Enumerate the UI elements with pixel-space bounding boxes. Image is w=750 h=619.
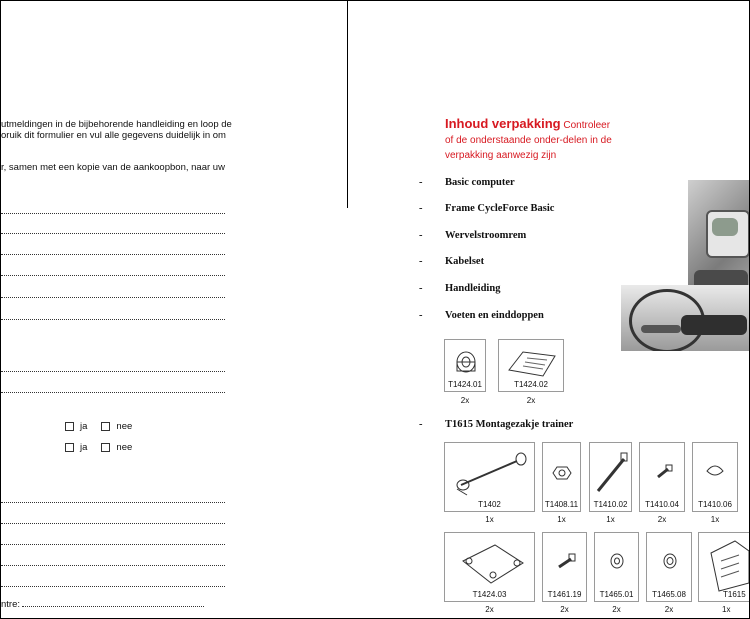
part-quantity: 1x xyxy=(710,515,720,524)
bullet: - xyxy=(419,419,423,430)
no-checkbox[interactable] xyxy=(101,443,110,452)
yes-checkbox[interactable] xyxy=(65,422,74,431)
part-box xyxy=(542,442,581,512)
trainer-photo xyxy=(621,285,750,351)
part-quantity: 1x xyxy=(557,515,566,524)
part-quantity: 2x xyxy=(664,605,674,614)
part-code: T1615 xyxy=(723,590,746,599)
form-field-line[interactable] xyxy=(1,586,225,587)
contents-item xyxy=(419,256,484,267)
part-box xyxy=(444,339,486,392)
bullet: - xyxy=(419,256,423,267)
bullet: - xyxy=(419,283,423,294)
part-quantity: 1x xyxy=(606,515,615,524)
contents-item xyxy=(419,230,526,241)
part-box xyxy=(594,532,639,602)
form-field-line[interactable] xyxy=(1,319,225,320)
part-box xyxy=(542,532,587,602)
part-code: T1465.01 xyxy=(599,590,634,599)
mount-kit-item xyxy=(419,419,573,430)
heading-title: Inhoud verpakking xyxy=(445,116,561,131)
part-box xyxy=(646,532,692,602)
part-code: T1461.19 xyxy=(547,590,582,599)
country-dotted-line xyxy=(22,598,204,607)
intro-line-3: r, samen met een kopie van de aankoopbon, naar uw xyxy=(1,162,225,173)
yes-no-row-1 xyxy=(65,420,146,432)
heading-line-2: of de onderstaande onder-delen in de xyxy=(445,135,612,146)
bullet: - xyxy=(419,230,423,241)
bullet: - xyxy=(419,310,423,321)
page-divider xyxy=(347,1,348,208)
part-quantity: 1x xyxy=(722,605,731,614)
no-label: nee xyxy=(116,420,133,432)
part-code: T1410.06 xyxy=(698,500,732,509)
part-box xyxy=(698,532,750,602)
no-checkbox[interactable] xyxy=(101,422,110,431)
intro-line-2: oruik dit formulier en vul alle gegevens duidelijk in om xyxy=(1,130,226,141)
contents-item xyxy=(419,203,554,214)
intro-line-1: utmeldingen in de bijbehorende handleiding en loop de xyxy=(1,119,232,130)
yes-label: ja xyxy=(80,441,88,453)
form-field-line[interactable] xyxy=(1,544,225,545)
country-label: ntre: xyxy=(1,599,21,610)
part-code: T1408.11 xyxy=(544,500,579,509)
no-label: nee xyxy=(116,441,133,453)
yes-label: ja xyxy=(80,420,88,432)
item-label: Handleiding xyxy=(445,283,501,294)
part-quantity: 2x xyxy=(485,605,494,614)
item-label: Kabelset xyxy=(445,256,485,267)
part-box xyxy=(498,339,564,392)
part-box xyxy=(589,442,632,512)
part-box xyxy=(444,442,535,512)
form-field-line[interactable] xyxy=(1,275,225,276)
item-label: Voeten en einddoppen xyxy=(445,310,544,321)
form-field-line[interactable] xyxy=(1,254,225,255)
part-box xyxy=(639,442,685,512)
yes-no-row-2 xyxy=(65,441,146,453)
part-quantity: 2x xyxy=(657,515,667,524)
form-field-line[interactable] xyxy=(1,213,225,214)
country-field[interactable] xyxy=(1,598,204,610)
form-field-line[interactable] xyxy=(1,502,225,503)
part-quantity: 2x xyxy=(526,396,536,405)
form-field-line[interactable] xyxy=(1,565,225,566)
part-code: T1424.03 xyxy=(472,590,507,599)
form-field-line[interactable] xyxy=(1,233,225,234)
part-quantity: 2x xyxy=(612,605,621,614)
bullet: - xyxy=(419,203,423,214)
form-field-line[interactable] xyxy=(1,392,225,393)
part-code: T1410.02 xyxy=(593,500,628,509)
part-code: T1402 xyxy=(478,500,501,509)
contents-heading xyxy=(445,116,635,163)
form-field-line[interactable] xyxy=(1,297,225,298)
yes-checkbox[interactable] xyxy=(65,443,74,452)
part-quantity: 2x xyxy=(460,396,470,405)
part-box xyxy=(444,532,535,602)
part-code: T1424.01 xyxy=(448,380,482,389)
heading-line-3: verpakking aanwezig zijn xyxy=(445,150,557,161)
item-label: Frame CycleForce Basic xyxy=(445,203,555,214)
part-quantity: 1x xyxy=(485,515,494,524)
part-quantity: 2x xyxy=(560,605,569,614)
contents-item xyxy=(419,177,515,188)
contents-item xyxy=(419,310,544,321)
part-code: T1465.08 xyxy=(652,590,686,599)
form-field-line[interactable] xyxy=(1,523,225,524)
item-label: Wervelstroomrem xyxy=(445,230,527,241)
heading-line-1: Controleer xyxy=(563,120,611,131)
form-field-line[interactable] xyxy=(1,371,225,372)
bullet: - xyxy=(419,177,423,188)
item-label: T1615 Montagezakje trainer xyxy=(445,419,574,430)
contents-item xyxy=(419,283,500,294)
part-box xyxy=(692,442,738,512)
part-code: T1410.04 xyxy=(645,500,679,509)
part-code: T1424.02 xyxy=(514,380,548,389)
item-label: Basic computer xyxy=(445,177,515,188)
